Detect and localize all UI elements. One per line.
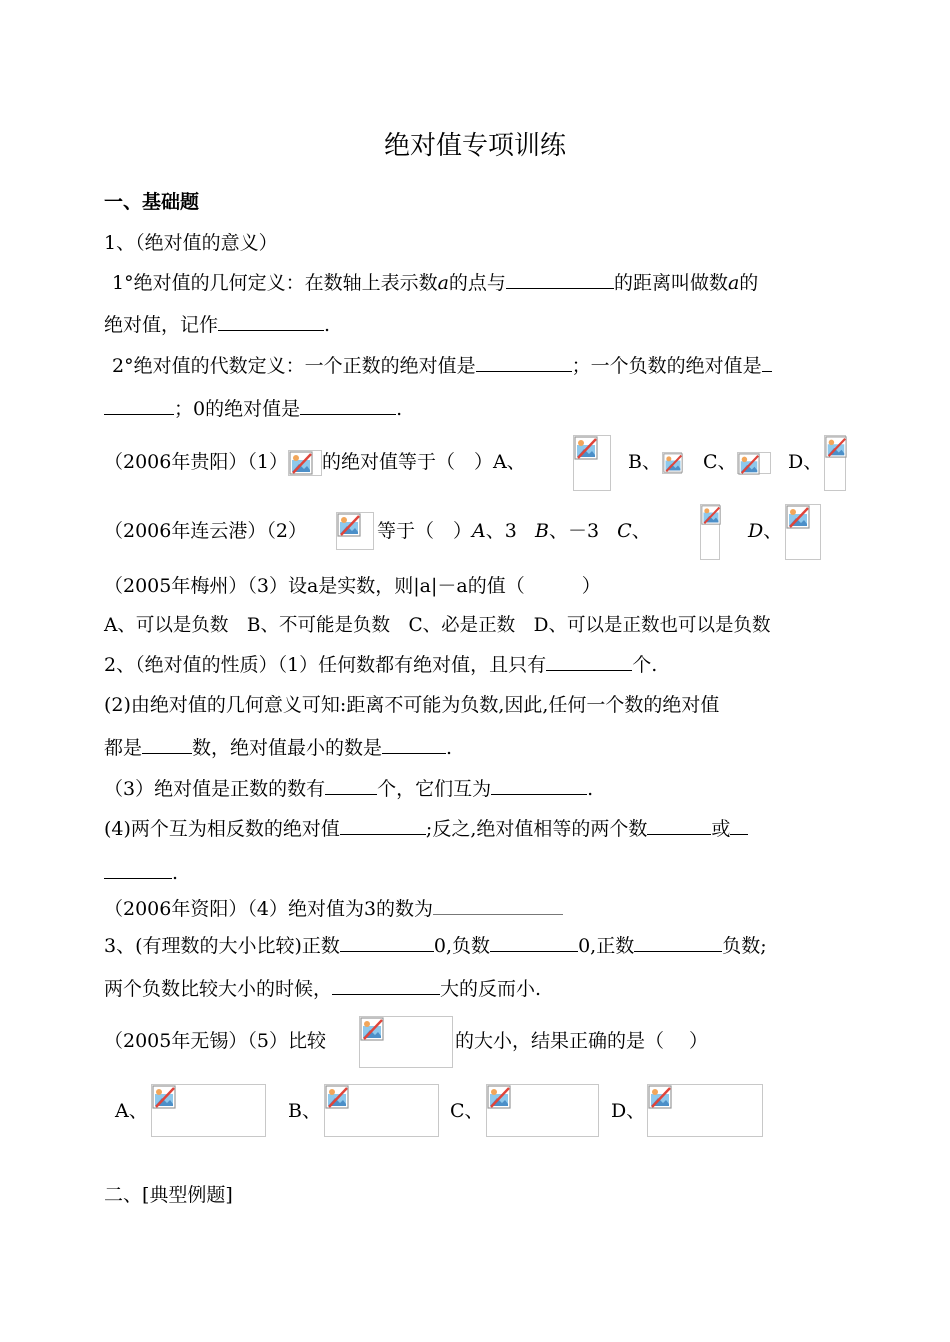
ex5-option-d-label: D、 — [611, 1100, 646, 1122]
formula-image-placeholder — [359, 1016, 453, 1068]
formula-image-placeholder — [288, 450, 322, 476]
section-heading-examples: 二、[典型例题] — [104, 1184, 233, 1206]
ex5-option-c-image-placeholder — [486, 1084, 599, 1137]
q2-heading: 2、（绝对值的性质）（1）任何数都有绝对值，且只有 个. — [104, 654, 658, 676]
q1-def1-line1: 1°绝对值的几何定义：在数轴上表示数a的点与 的距离叫做数a的 — [112, 272, 759, 294]
example-5-tail: 的大小，结果正确的是（ ） — [455, 1030, 709, 1052]
example-2: （2006年连云港）（2） — [104, 520, 307, 542]
answer-blank[interactable] — [490, 933, 578, 952]
option-a-image-placeholder — [573, 435, 611, 491]
answer-blank[interactable] — [104, 396, 174, 415]
option-d-image-placeholder — [785, 504, 821, 560]
broken-image-icon — [664, 454, 682, 472]
answer-blank[interactable] — [546, 652, 632, 671]
example-4: （2006年资阳）（4）绝对值为3的数为 — [104, 896, 563, 922]
q1-def2-line1: 2°绝对值的代数定义：一个正数的绝对值是 ；一个负数的绝对值是 — [112, 353, 772, 379]
option-d-image-placeholder — [824, 435, 846, 491]
page-title: 绝对值专项训练 — [383, 131, 566, 161]
ex5-option-c-label: C、 — [450, 1100, 484, 1122]
option-c-image-placeholder — [700, 504, 720, 560]
q2-part4-line1: (4)两个互为相反数的绝对值 ;反之,绝对值相等的两个数 或 — [104, 816, 748, 842]
ex5-option-b-label: B、 — [288, 1100, 321, 1122]
broken-image-icon — [361, 1018, 383, 1040]
answer-blank[interactable] — [218, 312, 324, 331]
ex5-option-b-image-placeholder — [324, 1084, 439, 1137]
example-3: （2005年梅州）（3）设a是实数，则|a|－a的值（ ） — [104, 575, 601, 597]
answer-blank[interactable] — [730, 816, 748, 835]
answer-blank[interactable] — [300, 396, 396, 415]
answer-blank[interactable] — [340, 933, 434, 952]
broken-image-icon — [826, 437, 846, 457]
q2-part4-line2: . — [104, 860, 178, 886]
q1-def1-line2: 绝对值，记作 . — [104, 314, 331, 336]
q2-part2-line2: 都是 数，绝对值最小的数是 . — [104, 737, 453, 759]
answer-blank[interactable] — [325, 776, 377, 795]
example-1: （2006年贵阳）（1） 的绝对值等于（ ）A、 — [104, 449, 526, 476]
broken-image-icon — [575, 437, 597, 459]
ex5-option-a-image-placeholder — [151, 1084, 266, 1137]
answer-blank[interactable] — [332, 976, 440, 995]
answer-blank[interactable] — [762, 353, 772, 372]
answer-blank[interactable] — [647, 816, 711, 835]
answer-blank[interactable] — [104, 860, 172, 879]
option-b-image-placeholder — [662, 452, 682, 474]
broken-image-icon — [338, 514, 360, 536]
answer-blank[interactable] — [491, 776, 587, 795]
q3-line1: 3、(有理数的大小比较)正数 0,负数 0,正数 负数; — [104, 935, 767, 957]
answer-blank[interactable] — [634, 933, 722, 952]
answer-blank[interactable] — [433, 896, 563, 915]
broken-image-icon — [153, 1086, 175, 1108]
answer-blank[interactable] — [340, 816, 426, 835]
option-c-label: C、 — [703, 451, 737, 473]
example-2-option-d: D、 — [748, 520, 783, 542]
answer-blank[interactable] — [476, 353, 572, 372]
broken-image-icon — [702, 506, 720, 524]
answer-blank[interactable] — [382, 735, 446, 754]
q1-heading: 1、（绝对值的意义） — [104, 232, 278, 254]
option-d-label: D、 — [788, 451, 823, 473]
broken-image-icon — [739, 454, 759, 474]
broken-image-icon — [649, 1086, 671, 1108]
q1-def2-line2: ；0的绝对值是 . — [104, 396, 402, 422]
answer-blank[interactable] — [506, 270, 614, 289]
ex5-option-a-label: A、 — [115, 1100, 148, 1122]
q2-part2-line1: (2)由绝对值的几何意义可知:距离不可能为负数,因此,任何一个数的绝对值 — [104, 694, 720, 716]
q3-line2: 两个负数比较大小的时候， 大的反而小. — [104, 978, 542, 1000]
section-heading-basic: 一、基础题 — [104, 191, 200, 213]
formula-image-placeholder — [336, 512, 374, 550]
example-3-options: A、可以是负数 B、不可能是负数 C、必是正数 D、可以是正数也可以是负数 — [104, 615, 771, 636]
ex5-option-d-image-placeholder — [647, 1084, 763, 1137]
broken-image-icon — [326, 1086, 348, 1108]
broken-image-icon — [787, 506, 809, 528]
broken-image-icon — [290, 452, 312, 474]
option-b-label: B、 — [628, 451, 661, 473]
option-c-image-placeholder — [737, 452, 771, 474]
answer-blank[interactable] — [142, 735, 192, 754]
example-5-lead: （2005年无锡）（5）比较 — [104, 1030, 326, 1052]
broken-image-icon — [488, 1086, 510, 1108]
example-2-choices: 等于（ ）A、3 B、－3 C、 — [377, 520, 651, 542]
q2-part3: （3）绝对值是正数的数有 个，它们互为 . — [104, 778, 594, 800]
